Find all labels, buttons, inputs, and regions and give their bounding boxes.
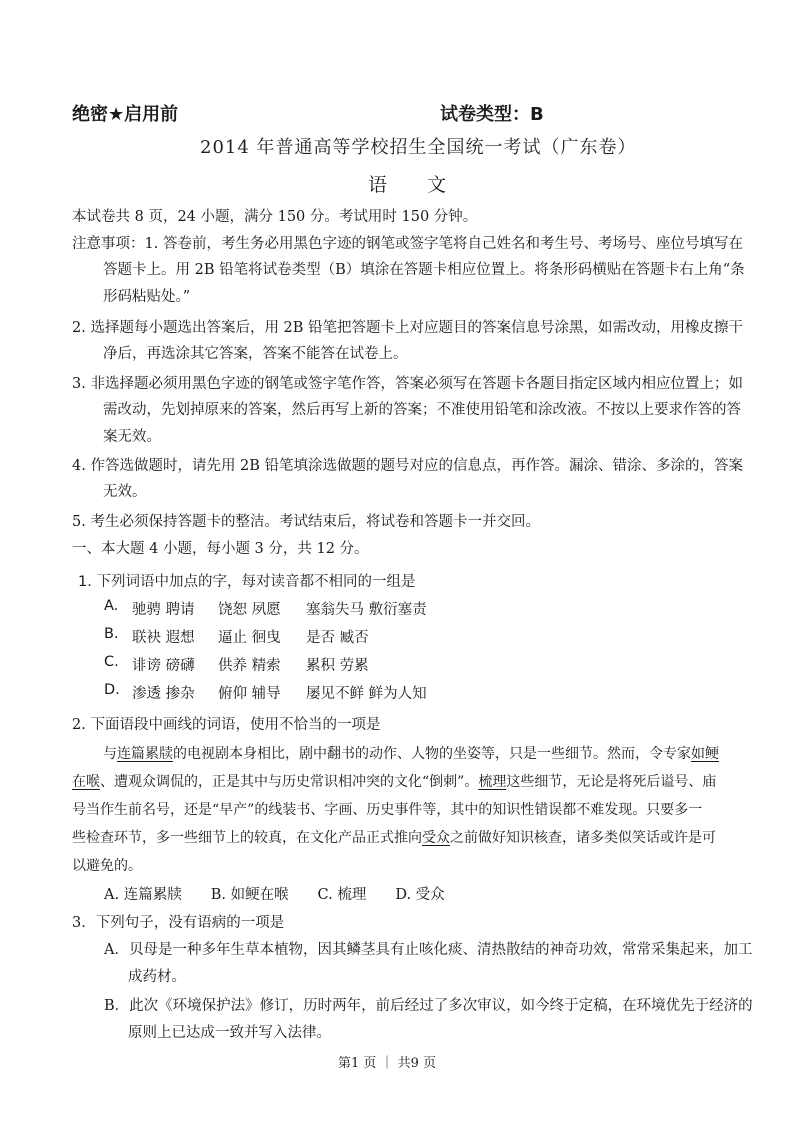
q2-options: A. 连篇累牍 B. 如鲠在喉 C. 梳理 D. 受众 — [104, 887, 445, 903]
note-3-line-1: 3. 非选择题必须用黑色字迹的钢笔或签字笔作答，答案必须写在答题卡各题目指定区域内相应位置上；如 — [72, 376, 743, 392]
note-2-line-1: 2. 选择题每小题选出答案后，用 2B 铅笔把答题卡上对应题目的答案信息号涂黑，如需改动，用橡皮擦干 — [72, 320, 744, 336]
confidential-label: 绝密★启用前 — [72, 104, 179, 125]
intro-text: 本试卷共 8 页，24 小题，满分 150 分。考试用时 150 分钟。 — [72, 209, 478, 225]
underlined-term-b-part-1: 如鲠 — [691, 746, 719, 762]
q3-option-a-line-2: 成药材。 — [128, 969, 186, 985]
q1-option-b-label: B. — [104, 626, 119, 642]
q1-option-b-pair-1: 联袂 遐想 — [132, 630, 195, 646]
passage-text: 、遭观众调侃的，正是其中与历史常识相冲突的文化“倒刺”。 — [100, 774, 479, 790]
q2-stem: 2. 下面语段中画线的词语，使用不恰当的一项是 — [72, 717, 381, 733]
note-4-line-1: 4. 作答选做题时，请先用 2B 铅笔填涂选做题的题号对应的信息点，再作答。漏涂、错涂、多涂的，答案 — [72, 458, 744, 474]
q1-option-a-pair-2: 饶恕 夙愿 — [218, 602, 281, 618]
note-3-line-2: 需改动，先划掉原来的答案，然后再写上新的答案；不准使用铅笔和涂改液。不按以上要求作答的答 — [103, 402, 741, 418]
passage-text: 些检查环节，多一些细节上的较真，在文化产品正式推向 — [72, 830, 422, 846]
q1-option-c-pair-2: 供养 精索 — [218, 658, 281, 674]
passage-text: 这些细节，无论是将死后谥号、庙 — [506, 774, 717, 790]
q1-option-c-pair-1: 诽谤 磅礴 — [132, 658, 195, 674]
q2-passage-line-1 — [103, 743, 719, 763]
passage-text: 的电视剧本身相比，剧中翻书的动作、人物的坐姿等，只是一些细节。然而，令专家 — [173, 746, 691, 762]
q1-option-a-label: A. — [104, 598, 119, 614]
q1-option-d-label: D. — [104, 682, 120, 698]
page-footer: 第1 页 ｜ 共9 页 — [338, 1056, 437, 1071]
q3-option-b-line-2: 原则上已达成一致并写入法律。 — [128, 1025, 331, 1041]
passage-text: 与 — [103, 746, 117, 762]
underlined-term-d: 受众 — [422, 830, 450, 846]
note-1-line-1: 注意事项：1. 答卷前，考生务必用黑色字迹的钢笔或签字笔将自己姓名和考生号、考场号、座位号填写在 — [72, 236, 743, 252]
q1-option-d-pair-1: 渗透 掺杂 — [132, 686, 195, 702]
q1-option-a-pair-1: 驰骋 聘请 — [132, 602, 195, 618]
note-1-line-3: 形码粘贴处。” — [103, 289, 191, 305]
q3-option-b-line-1: B．此次《环境保护法》修订，历时两年，前后经过了多次审议，如今终于定稿，在环境优先于经济的 — [104, 998, 753, 1014]
underlined-term-b-part-2: 在喉 — [72, 774, 100, 790]
note-4-line-2: 无效。 — [103, 484, 147, 500]
subject-title: 语文 — [368, 174, 487, 196]
underlined-term-c: 梳理 — [478, 774, 507, 790]
note-2-line-2: 净后，再选涂其它答案，答案不能答在试卷上。 — [103, 346, 408, 362]
q1-option-c-label: C. — [104, 654, 119, 670]
underlined-term-a: 连篇累牍 — [117, 746, 173, 762]
q1-option-c-pair-3: 累积 劳累 — [306, 658, 369, 674]
exam-title: 2014 年普通高等学校招生全国统一考试（广东卷） — [200, 137, 637, 158]
q1-option-d-pair-2: 俯仰 辅导 — [218, 686, 281, 702]
q1-option-b-pair-2: 逼止 徊曳 — [218, 630, 281, 646]
section-1-heading: 一、本大题 4 小题，每小题 3 分，共 12 分。 — [72, 541, 369, 557]
paper-type-label: 试卷类型：B — [440, 104, 544, 125]
q2-passage-line-2 — [72, 771, 716, 791]
q2-passage-line-3: 号当作生前名号，还是“早产”的线装书、字画、历史事件等，其中的知识性错误都不难发现。只要多一 — [72, 802, 703, 818]
q1-stem: 1. 下列词语中加点的字，每对读音都不相同的一组是 — [78, 574, 416, 590]
note-1-line-2: 答题卡上。用 2B 铅笔将试卷类型（B）填涂在答题卡相应位置上。将条形码横贴在答题卡右上角“条 — [103, 262, 745, 278]
q3-stem: 3．下列句子，没有语病的一项是 — [72, 915, 285, 931]
q1-option-b-pair-3: 是否 臧否 — [306, 630, 369, 646]
q2-passage-line-4 — [72, 827, 716, 847]
note-5: 5. 考生必须保持答题卡的整洁。考试结束后，将试卷和答题卡一并交回。 — [72, 514, 540, 530]
q1-option-a-pair-3: 塞翁失马 敷衍塞责 — [306, 602, 427, 618]
q2-passage-line-5: 以避免的。 — [72, 858, 142, 874]
q1-option-d-pair-3: 屡见不鲜 鲜为人知 — [306, 686, 427, 702]
note-3-line-3: 案无效。 — [103, 429, 161, 445]
q3-option-a-line-1: A．贝母是一种多年生草本植物，因其鳞茎具有止咳化痰、清热散结的神奇功效，常常采集起来，加工 — [104, 942, 753, 958]
passage-text: 之前做好知识核查，诸多类似笑话或许是可 — [450, 830, 716, 846]
